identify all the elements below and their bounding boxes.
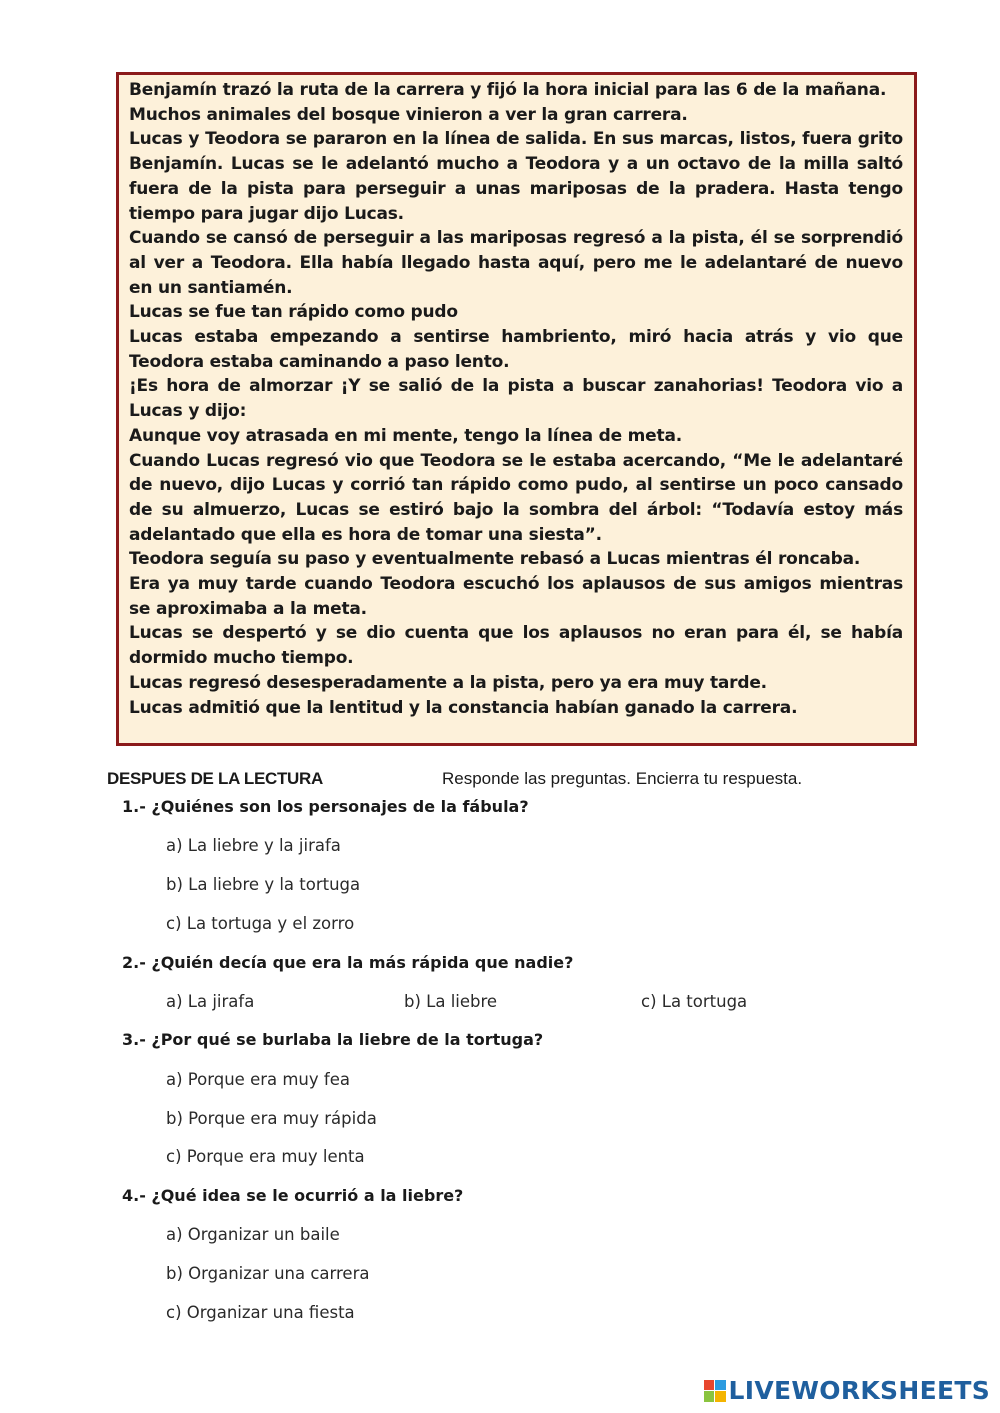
story-paragraph: Lucas regresó desesperadamente a la pista, pero ya era muy tarde. xyxy=(129,672,767,693)
q1-option-a[interactable]: a) La liebre y la jirafa xyxy=(166,836,341,855)
liveworksheets-logo-icon xyxy=(704,1380,726,1402)
story-paragraph: Lucas se fue tan rápido como pudo xyxy=(129,302,458,323)
q2-option-a[interactable]: a) La jirafa xyxy=(166,992,255,1011)
liveworksheets-logo[interactable] xyxy=(704,1376,990,1405)
q3-option-a[interactable]: a) Porque era muy fea xyxy=(166,1070,350,1089)
question-4: 4.- ¿Qué idea se le ocurrió a la liebre? xyxy=(122,1186,464,1205)
q1-option-c[interactable]: c) La tortuga y el zorro xyxy=(166,914,355,933)
story-paragraph: Muchos animales del bosque vinieron a ver la gran carrera. xyxy=(129,104,688,125)
story-paragraph: Lucas admitió que la lentitud y la constancia habían ganado la carrera. xyxy=(129,697,798,718)
q4-option-c[interactable]: c) Organizar una fiesta xyxy=(166,1303,355,1322)
q2-option-c[interactable]: c) La tortuga xyxy=(641,992,748,1011)
q4-option-b[interactable]: b) Organizar una carrera xyxy=(166,1264,370,1283)
story-paragraph: Benjamín trazó la ruta de la carrera y fijó la hora inicial para las 6 de la mañana. xyxy=(129,80,887,100)
question-1: 1.- ¿Quiénes son los personajes de la fábula? xyxy=(122,797,529,816)
question-3: 3.- ¿Por qué se burlaba la liebre de la tortuga? xyxy=(122,1030,544,1049)
story-paragraph: Lucas y Teodora se pararon en la línea de salida. En sus marcas, listos, fuera grito Benjamín. Lucas se le adelantó mucho a Teodora y a un octavo de la milla saltó fuera de la pista para perseguir a unas mariposas de la pradera. Hasta tengo tiempo para jugar dijo Lucas. xyxy=(129,129,903,224)
q2-option-b[interactable]: b) La liebre xyxy=(404,992,498,1011)
story-paragraph: Cuando Lucas regresó vio que Teodora se le estaba acercando, “Me le adelantaré de nuevo, dijo Lucas y corrió tan rápido como pudo, al sentirse un poco cansado de su almuerzo, Lucas se estiró bajo la sombra del árbol: “Todavía estoy más adelantado que ella es hora de tomar una siesta”. xyxy=(129,450,903,545)
question-2: 2.- ¿Quién decía que era la más rápida que nadie? xyxy=(122,953,574,972)
story-paragraph: Teodora seguía su paso y eventualmente rebasó a Lucas mientras él roncaba. xyxy=(129,549,861,570)
story-paragraph: Lucas estaba empezando a sentirse hambriento, miró hacia atrás y vio que Teodora estaba caminando a paso lento. xyxy=(129,327,903,372)
section-heading: DESPUES DE LA LECTURA xyxy=(107,769,323,788)
instructions-text: Responde las preguntas. Encierra tu respuesta. xyxy=(442,769,803,788)
q1-option-b[interactable]: b) La liebre y la tortuga xyxy=(166,875,361,894)
story-paragraph: Aunque voy atrasada en mi mente, tengo la línea de meta. xyxy=(129,425,682,446)
story-box xyxy=(116,72,917,746)
story-paragraph: ¡Es hora de almorzar ¡Y se salió de la pista a buscar zanahorias! Teodora vio a Lucas y dijo: xyxy=(129,376,903,422)
logo-text: LIVEWORKSHEETS xyxy=(728,1376,990,1405)
story-paragraph: Lucas se despertó y se dio cuenta que los aplausos no eran para él, se había dormido mucho tiempo. xyxy=(129,623,903,669)
q3-option-c[interactable]: c) Porque era muy lenta xyxy=(166,1147,365,1166)
q3-option-b[interactable]: b) Porque era muy rápida xyxy=(166,1109,377,1128)
story-paragraph: Cuando se cansó de perseguir a las mariposas regresó a la pista, él se sorprendió al ver a Teodora. Ella había llegado hasta aquí, pero me le adelantaré de nuevo en un santiamén. xyxy=(129,228,903,298)
q4-option-a[interactable]: a) Organizar un baile xyxy=(166,1225,340,1244)
story-paragraph: Era ya muy tarde cuando Teodora escuchó los aplausos de sus amigos mientras se aproximaba a la meta. xyxy=(129,574,903,619)
